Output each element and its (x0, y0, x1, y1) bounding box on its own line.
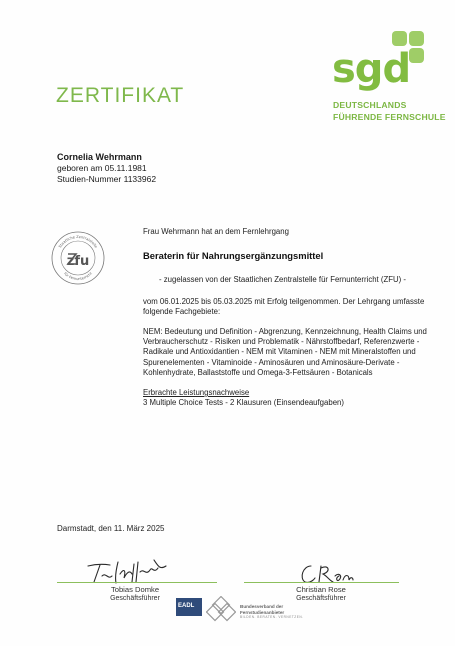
bdf-subline: BILDEN. BERATEN. VERNETZEN. (240, 615, 304, 619)
recipient-name: Cornelia Wehrmann (57, 152, 142, 162)
signer-left-role: Geschäftsführer (110, 595, 160, 602)
recipient-birthdate: geboren am 05.11.1981 (57, 163, 147, 173)
signature-line-left (57, 582, 217, 583)
course-title: Beraterin für Nahrungsergänzungsmittel (143, 250, 324, 262)
sgd-logo: sgd (332, 46, 411, 92)
signer-right-role: Geschäftsführer (296, 595, 346, 602)
signer-left-name: Tobias Domke (110, 585, 160, 594)
signature-line-right (244, 582, 399, 583)
bdf-line1: Bundesverband der (240, 604, 284, 609)
signer-left (95, 585, 175, 603)
svg-text:für Fernunterricht (63, 271, 93, 281)
signer-right (276, 585, 366, 603)
course-period-text: vom 06.01.2025 bis 05.03.2025 mit Erfolg teilgenommen. Der Lehrgang umfasste folgende Fachgebiete: (143, 296, 425, 316)
zfu-approval-text: - zugelassen von der Staatlichen Zentralstelle für Fernunterricht (ZFU) - (159, 275, 406, 285)
bdf-logo-icon (206, 596, 236, 626)
eadl-logo-text: EADL (178, 603, 195, 609)
zfu-seal-icon (50, 230, 106, 286)
intro-text: Frau Wehrmann hat an dem Fernlehrgang (143, 227, 289, 236)
recipient-block (57, 152, 156, 185)
logo-tagline-2: FÜHRENDE FERNSCHULE (333, 112, 446, 122)
proof-text: 3 Multiple Choice Tests - 2 Klausuren (Einsendeaufgaben) (143, 398, 344, 408)
seal-center-text: zfu (66, 254, 90, 269)
svg-text:Staatliche Zentralstelle (58, 235, 98, 249)
seal-bottom-text: für Fernunterricht (63, 271, 93, 282)
proof-heading: Erbrachte Leistungsnachweise (143, 388, 250, 398)
certificate-title: ZERTIFIKAT (56, 84, 185, 107)
subjects-text: NEM: Bedeutung und Definition - Abgrenzung, Kennzeichnung, Health Claims und Verbraucherschutz - Risiken und Problematik - Nährstoffbedarf, Referenzwerte - Radikale und Antioxidantien - NEM mit Vitaminen - NEM mit Mineralstoffen und Spurenelementen - Vitaminoide - Aminosäuren und Aminosäure-Derivate - Kohlenhydrate, Ballaststoffe und Omega-3-Fettsäuren - Botanicals (143, 327, 427, 377)
eadl-logo (176, 598, 202, 628)
place-date: Darmstadt, den 11. März 2025 (57, 524, 165, 533)
logo-tagline-1: DEUTSCHLANDS (333, 100, 407, 110)
certificate-body (143, 227, 428, 408)
seal-top-text: Staatliche Zentralstelle (58, 234, 98, 249)
signer-right-name: Christian Rose (296, 585, 346, 594)
recipient-student-id: Studien-Nummer 1133962 (57, 174, 157, 184)
bdf-line2: Fernstudienanbieter (240, 609, 285, 615)
bdf-logo-text (240, 604, 320, 621)
